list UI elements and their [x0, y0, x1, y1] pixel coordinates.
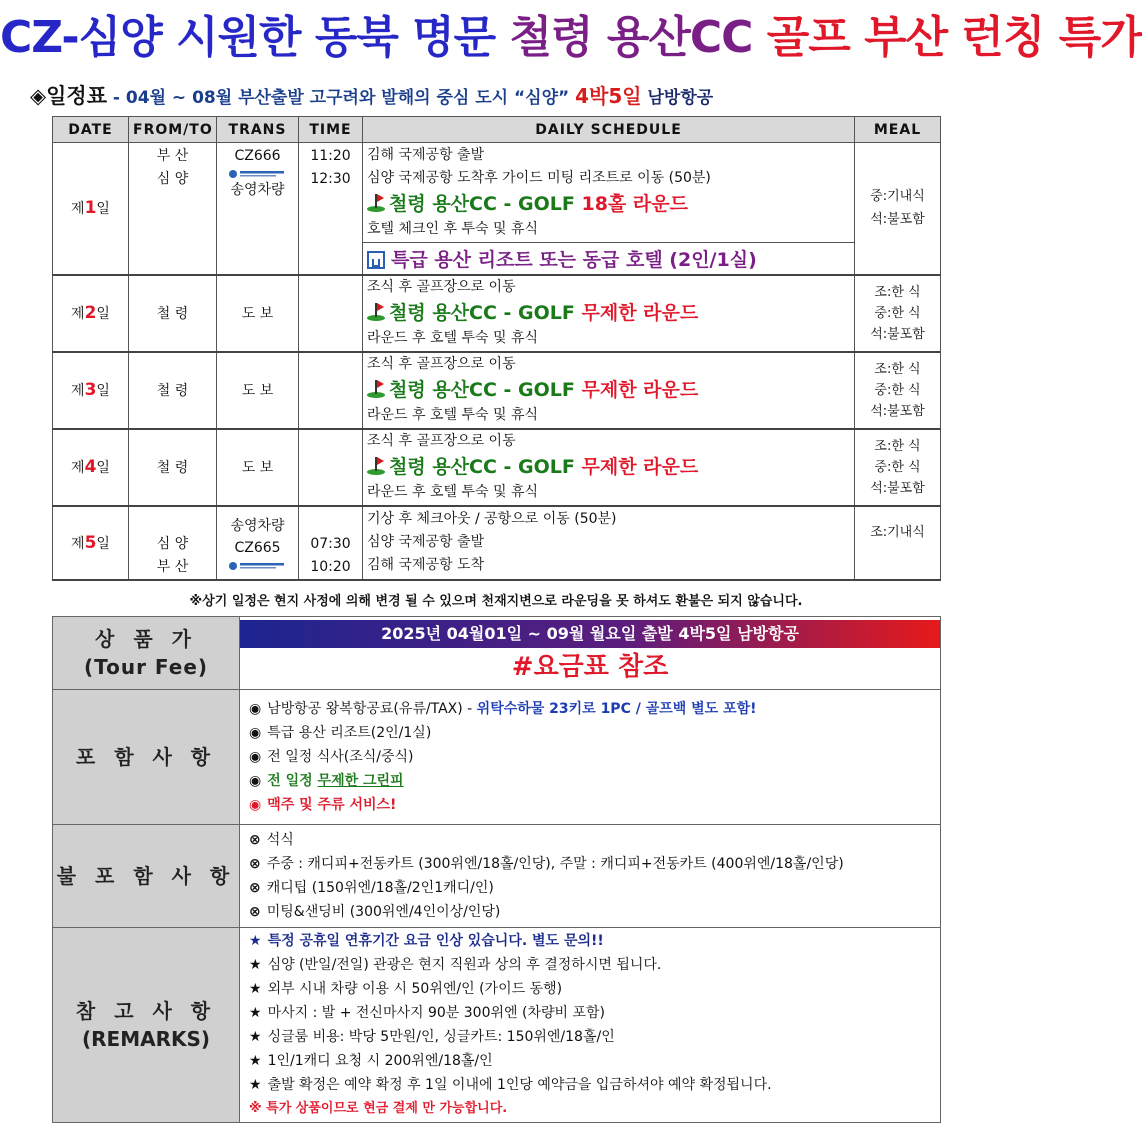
day3-time: [299, 352, 363, 429]
day5-schedule: 기상 후 체크아웃 / 공항으로 이동 (50분) 심양 국제공항 출발 김해 국제공항 도착: [363, 506, 855, 580]
day4-schedule: 조식 후 골프장으로 이동 철령 용산CC - GOLF 무제한 라운드 라운드 후 호텔 투숙 및 휴식: [363, 429, 855, 506]
day2-row: [53, 275, 941, 352]
day2-trans: 도 보: [217, 275, 299, 352]
excluded-item: ⊗ 석식: [249, 832, 294, 848]
remark-item: ★ 심양 (반일/전일) 관광은 현지 직원과 상의 후 결정하시면 됩니다.: [249, 957, 662, 973]
schedule-notice: ※상기 일정은 현지 사정에 의해 변경 될 수 있으며 천재지변으로 라운딩을 못 하셔도 환불은 되지 않습니다.: [189, 594, 803, 609]
day1-meal: 중:기내식 석:불포함: [855, 143, 941, 275]
day1-line1: 김해 국제공항 출발: [367, 147, 485, 163]
china-southern-logo: [228, 169, 288, 179]
day2-schedule: 조식 후 골프장으로 이동 철령 용산CC - GOLF 무제한 라운드 라운드 후 호텔 투숙 및 휴식: [363, 275, 855, 352]
included-label: 포 함 사 항: [53, 690, 240, 825]
day4-from-to: 철 령: [129, 429, 217, 506]
header-meal: MEAL: [855, 117, 941, 143]
remark-item: ★ 싱글룸 비용: 박당 5만원/인, 싱글카트: 150위엔/18홀/인: [249, 1029, 615, 1045]
day2-from-to: 철 령: [129, 275, 217, 352]
day1-hotel: 특급 용산 리조트 또는 동급 호텔 (2인/1실): [363, 243, 855, 275]
subtitle-airline: 남방항공: [641, 88, 714, 108]
remark-item: ★ 1인/1캐디 요청 시 200위엔/18홀/인: [249, 1053, 493, 1069]
header-time: TIME: [299, 117, 363, 143]
day4-time: [299, 429, 363, 506]
remark-item: ★ 외부 시내 차량 이용 시 50위엔/인 (가이드 동행): [249, 981, 563, 997]
excluded-row: [53, 825, 941, 928]
day3-trans: 도 보: [217, 352, 299, 429]
day5-row: [53, 506, 941, 580]
day1-golf: 철령 용산CC - GOLF 18홀 라운드: [367, 190, 850, 218]
day2-meal: 조:한 식 중:한 식 석:불포함: [855, 275, 941, 352]
header-daily-schedule: DAILY SCHEDULE: [363, 117, 855, 143]
day1-trans: CZ666 송영차량: [217, 143, 299, 275]
fee-row: [53, 617, 941, 690]
golf-flag-icon: [367, 380, 385, 398]
golf-flag-icon: [367, 303, 385, 321]
included-item-meals: ◉ 전 일정 식사(조식/중식): [249, 749, 414, 765]
day3-meal: 조:한 식 중:한 식 석:불포함: [855, 352, 941, 429]
day4-date: 제4일: [53, 429, 129, 506]
header-from-to: FROM/TO: [129, 117, 217, 143]
remarks-label: 참 고 사 항 (REMARKS): [53, 928, 240, 1123]
day4-meal: 조:한 식 중:한 식 석:불포함: [855, 429, 941, 506]
day1-from-to: 부 산 심 양: [129, 143, 217, 275]
header-date: DATE: [53, 117, 129, 143]
day2-time: [299, 275, 363, 352]
day4-trans: 도 보: [217, 429, 299, 506]
fee-cell: [240, 617, 941, 690]
remark-item: ★ 마사지 : 발 + 전신마사지 90분 300위엔 (차량비 포함): [249, 1005, 605, 1021]
day4-row: [53, 429, 941, 506]
day5-trans: 송영차량 CZ665: [217, 506, 299, 580]
day5-date: 제5일: [53, 506, 129, 580]
excluded-list: [240, 825, 941, 928]
day3-from-to: 철 령: [129, 352, 217, 429]
remark-item: ★ 특정 공휴일 연휴기간 요금 인상 있습니다. 별도 문의!!: [249, 933, 604, 949]
fee-bar: 2025년 04월01일 ~ 09월 월요일 출발 4박5일 남방항공: [240, 620, 940, 648]
subtitle-text: - 04월 ~ 08월 부산출발 고구려와 발해의 중심 도시 “심양”: [107, 88, 576, 108]
day5-from-to: 심 양 부 산: [129, 506, 217, 580]
day5-meal: 조:기내식: [855, 506, 941, 580]
page-title: [0, 2, 1142, 74]
fee-label: 상 품 가 (Tour Fee): [53, 617, 240, 690]
day3-date: 제3일: [53, 352, 129, 429]
included-item-airfare: ◉ 남방항공 왕복항공료(유류/TAX) - 위탁수하물 23키로 1PC / 골프백 별도 포함!: [249, 701, 757, 717]
day1-date: 제1일: [53, 143, 129, 275]
subtitle-label: ◈일정표: [30, 84, 108, 108]
day2-date: 제2일: [53, 275, 129, 352]
included-item-resort: ◉ 특급 용산 리조트(2인/1실): [249, 725, 432, 741]
title-part3: 골프 부산 런칭 특가: [752, 12, 1142, 63]
day3-row: [53, 352, 941, 429]
remark-cash-only: ※ 특가 상품이므로 현금 결제 만 가능합니다.: [249, 1101, 508, 1116]
included-row: [53, 690, 941, 825]
excluded-item: ⊗ 주중 : 캐디피+전동카트 (300위엔/18홀/인당), 주말 : 캐디피+전동카트 (400위엔/18홀/인당): [249, 856, 844, 872]
schedule-header-row: [53, 117, 941, 143]
day1-after: 호텔 체크인 후 투숙 및 휴식: [367, 221, 539, 237]
fee-value: #요금표 참조: [511, 652, 669, 682]
golf-flag-icon: [367, 194, 385, 212]
remarks-list: [240, 928, 941, 1123]
hotel-icon: [367, 251, 385, 269]
included-item-beer: ◉ 맥주 및 주류 서비스!: [249, 797, 397, 813]
schedule-subtitle: [30, 80, 713, 110]
day3-schedule: 조식 후 골프장으로 이동 철령 용산CC - GOLF 무제한 라운드 라운드 후 호텔 투숙 및 휴식: [363, 352, 855, 429]
info-table: [52, 616, 941, 1123]
day1-row: [53, 143, 941, 243]
schedule-table: [52, 116, 941, 581]
included-item-greenfee: ◉ 전 일정 무제한 그린피: [249, 773, 404, 789]
golf-flag-icon: [367, 457, 385, 475]
excluded-label: 불 포 함 사 항: [53, 825, 240, 928]
day1-line2: 심양 국제공항 도착후 가이드 미팅 리조트로 이동 (50분): [367, 170, 711, 186]
header-trans: TRANS: [217, 117, 299, 143]
included-list: [240, 690, 941, 825]
remarks-row: [53, 928, 941, 1123]
title-part1: CZ-심양 시원한 동북 명문: [0, 12, 510, 63]
subtitle-highlight: 4박5일: [575, 84, 642, 108]
excluded-item: ⊗ 캐디팁 (150위엔/18홀/2인1캐디/인): [249, 880, 494, 896]
title-part2: 철령 용산CC: [509, 12, 753, 63]
china-southern-logo: [228, 561, 288, 571]
excluded-item: ⊗ 미팅&샌딩비 (300위엔/4인이상/인당): [249, 904, 501, 920]
day1-time: 11:20 12:30: [299, 143, 363, 275]
day5-time: 07:30 10:20: [299, 506, 363, 580]
day1-schedule: [363, 143, 855, 243]
remark-item: ★ 출발 확정은 예약 확정 후 1일 이내에 1인당 예약금을 입금하셔야 예약 확정됩니다.: [249, 1077, 772, 1093]
